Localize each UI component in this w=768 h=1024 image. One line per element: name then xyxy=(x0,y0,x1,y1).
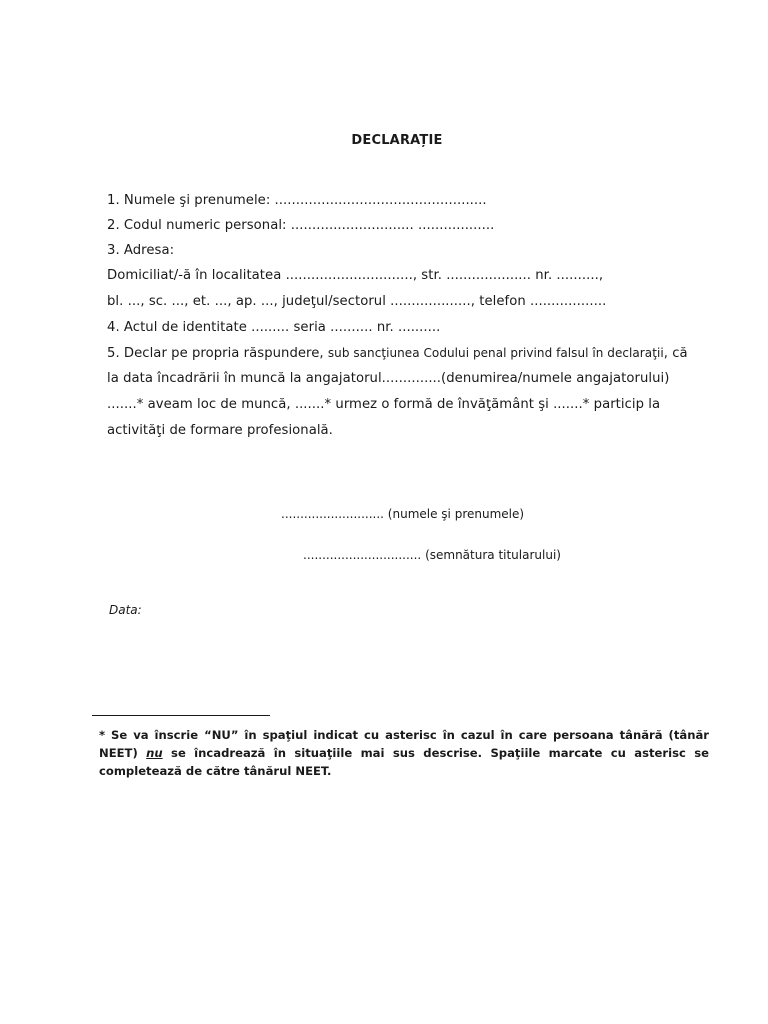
field-address-details: bl. ..., sc. ..., et. ..., ap. ..., judeţul/sectorul ..................., telefon .................. xyxy=(107,294,607,309)
document-title: DECLARAȚIE xyxy=(351,133,443,148)
declaration-line-2: la data încadrării în muncă la angajatorul..............(denumirea/numele angajatorului) xyxy=(107,371,670,386)
field-address-locality: Domiciliat/-ă în localitatea .............................., str. .................... nr. .........., xyxy=(107,268,604,283)
field-personal-code: 2. Codul numeric personal: ............................. .................. xyxy=(107,218,495,233)
date-label: Data: xyxy=(109,603,142,617)
footnote xyxy=(99,726,709,780)
field-identity-document: 4. Actul de identitate ......... seria .......... nr. .......... xyxy=(107,320,441,335)
declaration-comma: , că xyxy=(663,346,688,361)
declaration-intro: 5. Declar pe propria răspundere, xyxy=(107,346,328,361)
footnote-emphasis: nu xyxy=(146,746,163,760)
declaration-line-1 xyxy=(107,346,688,361)
declaration-line-3: .......* aveam loc de muncă, .......* urmez o formă de învăţământ şi .......* particip la xyxy=(107,397,661,412)
signature-name-field: ........................... (numele şi prenumele) xyxy=(281,507,525,521)
declaration-penal-clause: sub sancţiunea Codului penal privind falsul în declaraţii xyxy=(327,346,664,360)
field-full-name: 1. Numele şi prenumele: .................................................. xyxy=(107,193,487,208)
declaration-line-4: activităţi de formare profesională. xyxy=(107,423,333,438)
field-address-label: 3. Adresa: xyxy=(107,243,175,258)
footnote-text-part1: * Se va înscrie “NU” în spaţiul indicat cu asterisc în cazul în care persoana tânără (tânăr NEET) xyxy=(99,728,709,760)
footnote-text-part2: se încadrează în situaţiile mai sus descrise. Spaţiile marcate cu asterisc se completează de către tânărul NEET. xyxy=(99,746,709,778)
footnote-separator xyxy=(92,715,270,716)
signature-field: ............................... (semnătura titularului) xyxy=(303,548,561,562)
